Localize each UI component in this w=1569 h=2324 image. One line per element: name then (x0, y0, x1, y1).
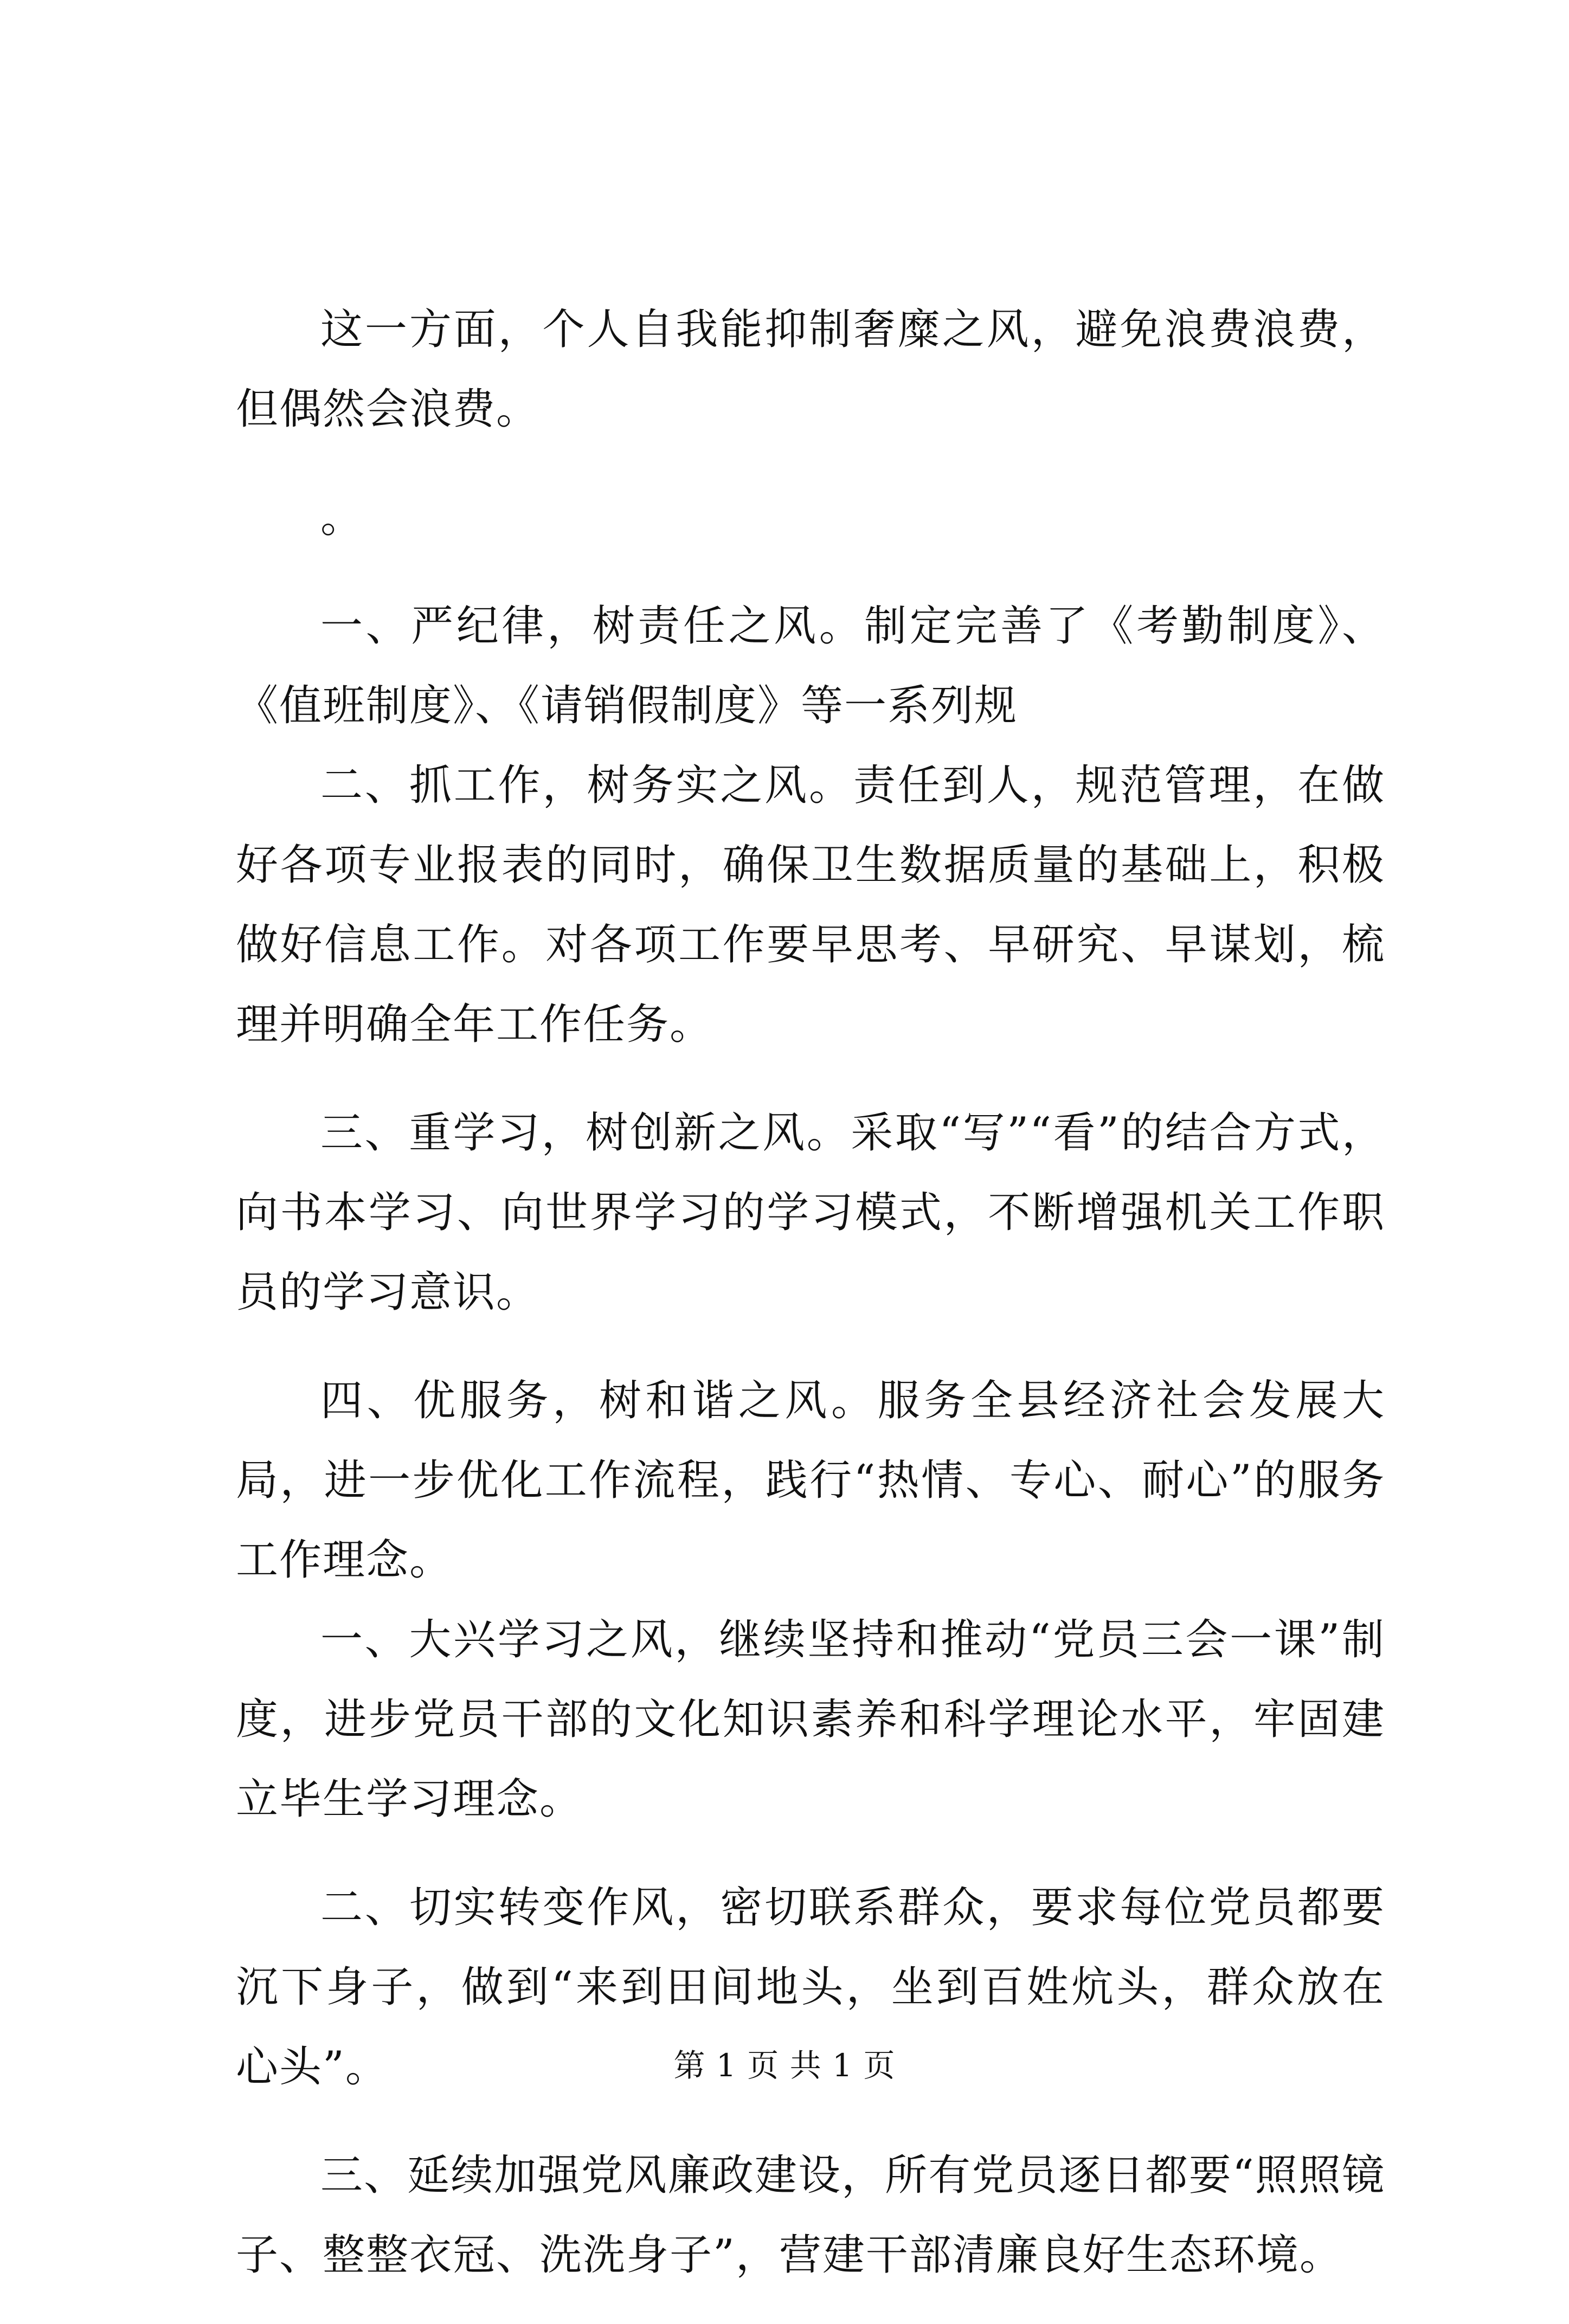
paragraph-integrity: 三、延续加强党风廉政建设，所有党员逐日都要“照照镜子、整整衣冠、洗洗身子”，营建干部清廉良好生态环境。 (236, 2151, 1385, 2280)
paragraph-service: 四、优服务，树和谐之风。服务全县经济社会发展大局，进一步优化工作流程，践行“热情、专心、耐心”的服务工作理念。 (236, 1376, 1385, 1585)
paragraph-work-style: 二、切实转变作风，密切联系群众，要求每位党员都要沉下身子，做到“来到田间地头，坐到百姓炕头，群众放在心头”。 (236, 1883, 1385, 2091)
paragraph-work: 二、抓工作，树务实之风。责任到人，规范管理，在做好各项专业报表的同时，确保卫生数据质量的基础上，积极做好信息工作。对各项工作要早思考、早研究、早谋划，梳理并明确全年工作任务。 (236, 761, 1385, 1049)
document-body (236, 290, 1385, 2324)
paragraph-period: 。 (320, 493, 364, 542)
paragraph-discipline: 一、严纪律，树责任之风。制定完善了《考勤制度》、《值班制度》、《请销假制度》等一系列规 (236, 602, 1385, 730)
paragraph-learning-culture: 一、大兴学习之风，继续坚持和推动“党员三会一课”制度，进步党员干部的文化知识素养和科学理论水平，牢固建立毕生学习理念。 (236, 1615, 1385, 1824)
paragraph-study: 三、重学习，树创新之风。采取“写”“看”的结合方式，向书本学习、向世界学习的学习模式，不断增强机关工作职员的学习意识。 (236, 1109, 1385, 1317)
page-number-footer: 第 1 页 共 1 页 (673, 2047, 896, 2084)
paragraph-frugality: 这一方面，个人自我能抑制奢糜之风，避免浪费浪费，但偶然会浪费。 (236, 305, 1385, 434)
